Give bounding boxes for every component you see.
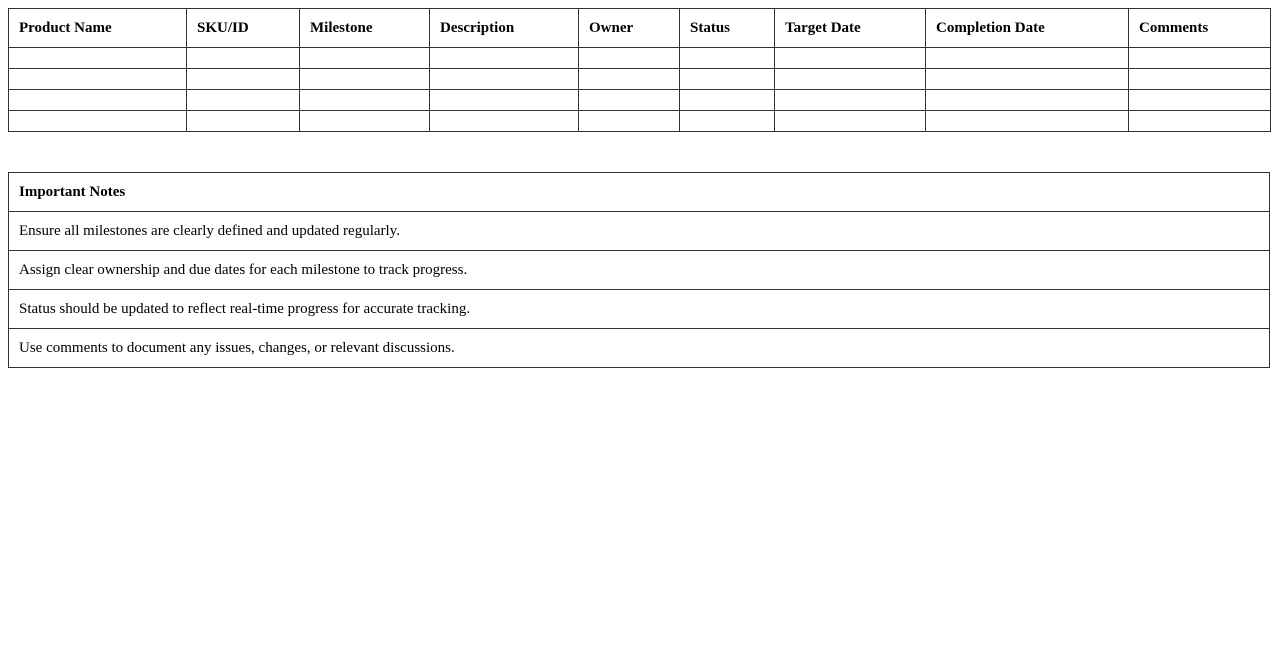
- table-cell[interactable]: [926, 69, 1129, 90]
- table-cell[interactable]: [680, 90, 775, 111]
- table-cell[interactable]: [187, 48, 300, 69]
- table-cell[interactable]: [579, 111, 680, 132]
- table-cell[interactable]: [300, 111, 430, 132]
- table-cell[interactable]: [680, 48, 775, 69]
- table-row: [9, 111, 1271, 132]
- table-cell[interactable]: [430, 48, 579, 69]
- table-cell[interactable]: [187, 69, 300, 90]
- table-cell[interactable]: [775, 48, 926, 69]
- important-notes-table: [8, 172, 1270, 368]
- table-cell[interactable]: [775, 111, 926, 132]
- table-cell[interactable]: [579, 90, 680, 111]
- table-cell[interactable]: [1129, 90, 1271, 111]
- table-cell[interactable]: [187, 90, 300, 111]
- table-cell[interactable]: [9, 111, 187, 132]
- table-cell[interactable]: [9, 48, 187, 69]
- list-item: [9, 212, 1270, 251]
- table-cell[interactable]: [680, 111, 775, 132]
- table-row: [9, 69, 1271, 90]
- note-text: Ensure all milestones are clearly defined and updated regularly.: [9, 212, 1270, 251]
- table-cell[interactable]: [300, 90, 430, 111]
- note-text: Use comments to document any issues, changes, or relevant discussions.: [9, 329, 1270, 368]
- list-item: [9, 329, 1270, 368]
- column-header-status: Status: [680, 9, 775, 48]
- table-cell[interactable]: [680, 69, 775, 90]
- table-cell[interactable]: [9, 69, 187, 90]
- list-item: [9, 251, 1270, 290]
- table-cell[interactable]: [775, 90, 926, 111]
- column-header-milestone: Milestone: [300, 9, 430, 48]
- column-header-target-date: Target Date: [775, 9, 926, 48]
- column-header-owner: Owner: [579, 9, 680, 48]
- table-cell[interactable]: [579, 48, 680, 69]
- table-cell[interactable]: [926, 90, 1129, 111]
- note-text: Assign clear ownership and due dates for each milestone to track progress.: [9, 251, 1270, 290]
- table-row: [9, 90, 1271, 111]
- table-cell[interactable]: [1129, 48, 1271, 69]
- milestone-tracker-table: [8, 8, 1271, 132]
- note-text: Status should be updated to reflect real-time progress for accurate tracking.: [9, 290, 1270, 329]
- notes-header-row: [9, 173, 1270, 212]
- column-header-sku-id: SKU/ID: [187, 9, 300, 48]
- list-item: [9, 290, 1270, 329]
- table-cell[interactable]: [430, 69, 579, 90]
- table-cell[interactable]: [9, 90, 187, 111]
- column-header-description: Description: [430, 9, 579, 48]
- table-cell[interactable]: [775, 69, 926, 90]
- table-row: [9, 48, 1271, 69]
- column-header-comments: Comments: [1129, 9, 1271, 48]
- column-header-product-name: Product Name: [9, 9, 187, 48]
- table-cell[interactable]: [1129, 69, 1271, 90]
- notes-title: Important Notes: [9, 173, 1270, 212]
- table-cell[interactable]: [926, 111, 1129, 132]
- table-cell[interactable]: [187, 111, 300, 132]
- table-cell[interactable]: [300, 69, 430, 90]
- table-cell[interactable]: [430, 90, 579, 111]
- table-cell[interactable]: [579, 69, 680, 90]
- table-cell[interactable]: [1129, 111, 1271, 132]
- table-cell[interactable]: [300, 48, 430, 69]
- table-cell[interactable]: [926, 48, 1129, 69]
- table-header-row: [9, 9, 1271, 48]
- column-header-completion-date: Completion Date: [926, 9, 1129, 48]
- table-cell[interactable]: [430, 111, 579, 132]
